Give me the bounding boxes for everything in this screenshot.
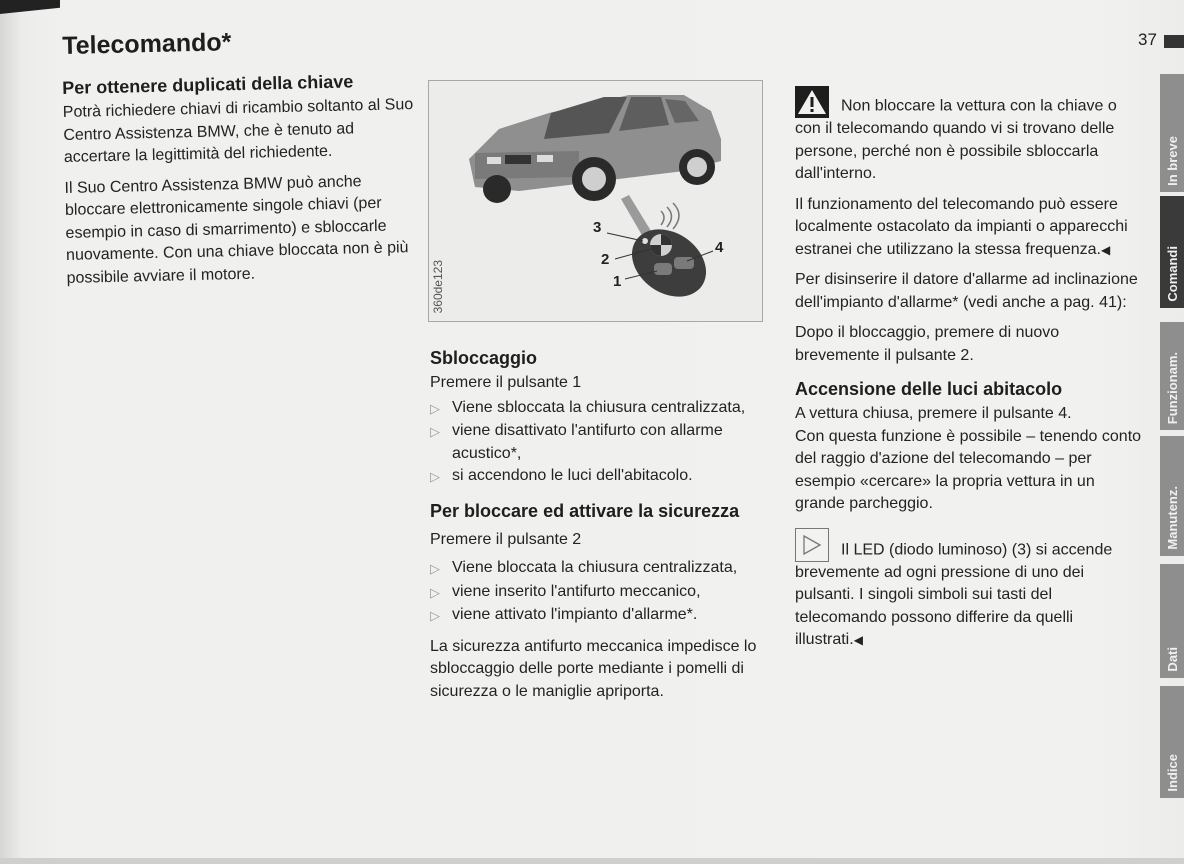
callout-1: 1: [613, 273, 622, 290]
end-mark-icon: ◀: [1100, 242, 1111, 257]
column-warnings-lights: [795, 86, 1145, 660]
bullet-triangle-icon: ▷: [430, 469, 440, 484]
bullet-triangle-icon: ▷: [430, 424, 440, 439]
paragraph: Premere il pulsante 2: [430, 530, 582, 548]
paragraph: Premere il pulsante 1: [430, 374, 582, 391]
section-heading-lock: Per bloccare ed attivare la sicurezza: [430, 500, 740, 521]
section-heading-lights: Accensione delle luci abitacolo: [795, 379, 1063, 399]
paragraph: Il funzionamento del telecomando può essere localmente ostacolato da impianti o apparecchi estranei che utilizzano la stessa frequenza.◀: [795, 195, 1128, 258]
list-item: ▷ Viene bloccata la chiusura centralizzata,: [430, 557, 780, 581]
list-item: ▷ viene inserito l'antifurto meccanico,: [430, 581, 780, 605]
page-bottom-edge: [0, 858, 1184, 864]
note-paragraph: Il LED (diodo luminoso) (3) si accende brevemente ad ogni pressione di uno dei pulsanti. I singoli simboli sui tasti del telecomando possono differire da quelli illustrati.◀: [795, 528, 1145, 652]
tab-manutenz[interactable]: Manutenz.: [1160, 436, 1184, 556]
remote-key-icon: [607, 195, 719, 311]
end-mark-icon: ◀: [853, 633, 863, 647]
page-number-bar: [1164, 35, 1184, 48]
paragraph: Con questa funzione è possibile – tenendo conto del raggio d'azione del telecomando – per esempio «cercare» la propria vettura in un grande parcheggio.: [795, 427, 1142, 512]
bullet-triangle-icon: ▷: [430, 608, 440, 623]
note-triangle-icon: [795, 528, 829, 562]
column-unlock-lock: [430, 346, 780, 711]
list-item: ▷ Viene sbloccata la chiusura centralizzata,: [430, 397, 780, 421]
car-remote-illustration: [428, 80, 763, 322]
column-duplicate-keys: [62, 68, 427, 298]
tab-in-breve[interactable]: In breve: [1160, 74, 1184, 192]
callout-3: 3: [593, 219, 602, 236]
warning-paragraph: Non bloccare la vettura con la chiave o con il telecomando quando vi si trovano delle persone, perché non è possibile sbloccarla dall'interno.: [795, 86, 1145, 186]
section-heading-unlock: Sbloccaggio: [430, 348, 538, 368]
list-item: ▷ viene disattivato l'antifurto con allarme acustico*,: [430, 422, 723, 462]
callout-4: 4: [715, 239, 724, 256]
tab-indice[interactable]: Indice: [1160, 686, 1184, 798]
bullet-triangle-icon: ▷: [430, 400, 440, 416]
list-item: ▷ viene attivato l'impianto d'allarme*.: [430, 604, 780, 628]
tab-comandi[interactable]: Comandi: [1160, 196, 1184, 308]
callout-2: 2: [601, 251, 610, 268]
bullet-triangle-icon: ▷: [430, 584, 440, 600]
car-and-key-drawing: [429, 81, 764, 323]
paragraph: La sicurezza antifurto meccanica impedisce lo sbloccaggio delle porte mediante i pomelli di sicurezza o le maniglie apriporta.: [430, 637, 757, 700]
figure-code: 360de123: [431, 259, 445, 313]
section-heading-duplicates: Per ottenere duplicati della chiave: [62, 71, 354, 98]
paragraph: Dopo il bloccaggio, premere di nuovo brevemente il pulsante 2.: [795, 324, 1060, 364]
warning-icon: [795, 86, 829, 118]
car-icon: [469, 95, 721, 203]
paragraph: Potrà richiedere chiavi di ricambio soltanto al Suo Centro Assistenza BMW, che è tenuto ad accertare la legittimità del richiedente.: [62, 96, 414, 166]
list-item: ▷ si accendono le luci dell'abitacolo.: [430, 465, 780, 489]
paragraph: Per disinserire il datore d'allarme ad inclinazione dell'impianto d'allarme* (vedi anche a pag. 41):: [795, 271, 1138, 311]
tab-dati[interactable]: Dati: [1160, 564, 1184, 678]
tab-funzionam[interactable]: Funzionam.: [1160, 322, 1184, 430]
page-title: Telecomando*: [62, 28, 232, 60]
paragraph: Il Suo Centro Assistenza BMW può anche bloccare elettronicamente singole chiavi (per esempio in caso di smarrimento) e sbloccarle nuovamente. Con una chiave bloccata non è più possibile avviare il motore.: [64, 172, 409, 287]
page-number: 37: [1138, 30, 1157, 49]
page-corner-shadow: [0, 0, 60, 14]
bullet-triangle-icon: ▷: [430, 561, 440, 576]
paragraph: A vettura chiusa, premere il pulsante 4.: [795, 405, 1072, 422]
